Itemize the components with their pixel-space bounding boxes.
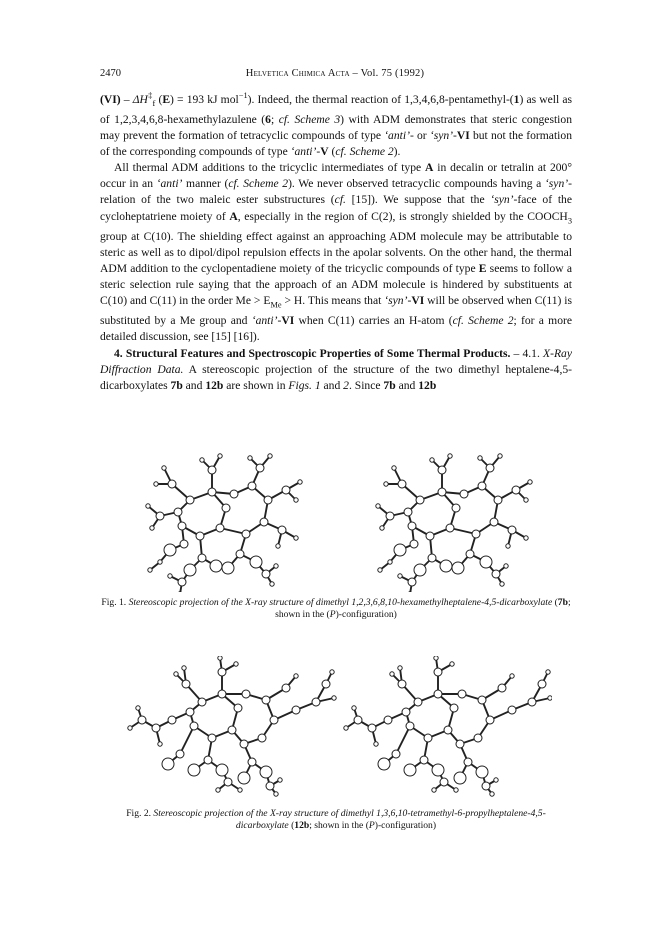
hydrogen-atom: [500, 582, 504, 586]
paragraphs.2-run: and: [395, 378, 419, 392]
oxygen-atom: [184, 564, 196, 576]
oxygen-atom: [260, 766, 272, 778]
running-header: [100, 68, 570, 82]
paragraphs.0-run: ) as well as of 1,2,3,4,6,8-hexamethylazulene (: [100, 92, 573, 127]
oxygen-atom: [404, 764, 416, 776]
paragraphs.2-run: A stereoscopic projection of the structure of the two dimethyl heptalene-4,5-dicarboxylates: [100, 362, 572, 392]
paragraphs.0-run: VI: [456, 129, 470, 143]
paragraphs.1-run: All thermal ADM additions to the tricyclic intermediates of type: [114, 161, 426, 175]
hydrogen-atom: [432, 788, 436, 792]
hydrogen-atom: [430, 458, 434, 462]
paragraphs.0-run: - or: [409, 129, 430, 143]
paragraphs.2-run: . Since: [348, 378, 384, 392]
paragraphs.0-run: f: [152, 99, 156, 109]
hydrogen-atom: [330, 670, 334, 674]
hydrogen-atom: [490, 792, 494, 796]
paragraphs.1-run: cf.: [334, 193, 346, 207]
hydrogen-atom: [546, 670, 550, 674]
paragraphs.2-run: and: [182, 378, 206, 392]
hydrogen-atom: [278, 778, 282, 782]
paragraphs.0-run: (: [328, 145, 336, 159]
hydrogen-atom: [248, 456, 252, 460]
figures.1.caption-run: 12b: [294, 820, 310, 831]
paragraphs.0-run: ). Indeed, the thermal reaction of 1,3,4,6,8-pentamethyl-(: [247, 92, 514, 106]
hydrogen-atom: [448, 454, 452, 458]
oxygen-atom: [216, 764, 228, 776]
hydrogen-atom: [174, 672, 178, 676]
paragraphs.0-run: ‘anti’: [384, 129, 410, 143]
hydrogen-atom: [298, 480, 302, 484]
hydrogen-atom: [352, 706, 356, 710]
hydrogen-atom: [274, 792, 278, 796]
oxygen-atom: [188, 764, 200, 776]
paragraphs.2-run: 7b: [383, 378, 396, 392]
paragraphs.2-run: – 4.1.: [510, 346, 544, 360]
paragraphs.1-run: -: [277, 314, 282, 328]
oxygen-atom: [480, 556, 492, 568]
paragraphs.1-run: [15]). We suppose that the: [345, 193, 491, 207]
hydrogen-atom: [390, 672, 394, 676]
paragraphs.1-run: -relation of the two maleic ester substructures (: [100, 177, 572, 207]
figures.1.caption-run: Stereoscopic projection of the X-ray structure of dimethyl 1,3,6,10-tetramethyl-6-propylheptalene-4,5-dicarboxylate: [153, 808, 546, 831]
paragraphs.1-run: > H. This means that: [281, 294, 385, 308]
hydrogen-atom: [294, 536, 298, 540]
paragraphs.1-run: ). We never observed tetracyclic compounds having a: [288, 177, 545, 191]
figures.1.caption-run: )-configuration): [374, 820, 437, 831]
paragraphs.1-run: will be observed when C(11) is substituted by a Me group and: [100, 294, 572, 328]
hydrogen-atom: [168, 574, 172, 578]
paragraphs.0-run: -: [453, 129, 457, 143]
paragraphs.1-run: -: [407, 294, 412, 308]
oxygen-atom: [440, 560, 452, 572]
paragraphs.0-run: ) with ADM demonstrates that steric congestion may prevent the formation of tetracyclic compounds of type: [100, 113, 572, 143]
figures.1.caption-run: ; shown in the (: [309, 820, 369, 831]
paragraph: [100, 88, 572, 160]
hydrogen-atom: [332, 696, 336, 700]
oxygen-atom: [210, 560, 222, 572]
figures.0.caption-run: )-configuration): [335, 609, 397, 620]
hydrogen-atom: [274, 564, 278, 568]
paragraphs.1-run: ‘anti’: [251, 314, 278, 328]
paragraphs.1-run: seems to follow a steric selection rule saying that the approach of an ADM molecule is hindered by substituents at C(10) and C(11) in the order Me > E: [100, 261, 572, 308]
hydrogen-atom: [276, 544, 280, 548]
hydrogen-atom: [200, 458, 204, 462]
stereo-view-right: [376, 454, 532, 592]
figure-2-stereo-drawing: [120, 656, 552, 798]
figure-1: [120, 452, 552, 592]
figures.0.caption-run: ; shown in the (: [275, 597, 571, 620]
hydrogen-atom: [494, 778, 498, 782]
stereo-view-left: [146, 454, 302, 592]
paragraphs.0-run: (: [155, 92, 163, 106]
paragraph: [100, 160, 572, 345]
hydrogen-atom: [216, 788, 220, 792]
paragraphs.0-run: ‡: [147, 91, 153, 100]
paragraphs.0-run: E: [162, 92, 171, 106]
paragraphs.0-run: ‘syn’: [429, 129, 454, 143]
paragraphs.2-run: Figs. 1: [288, 378, 321, 392]
hydrogen-atom: [388, 560, 392, 564]
hydrogen-atom: [268, 454, 272, 458]
hydrogen-atom: [434, 656, 438, 660]
paragraphs.0-run: –: [120, 92, 133, 106]
paragraphs.1-run: A: [425, 161, 434, 175]
paragraphs.0-run: ;: [270, 113, 279, 127]
paragraphs.2-run: 12b: [205, 378, 224, 392]
journal-title: Helvetica Chimica Acta: [245, 68, 350, 79]
paragraphs.0-run: −1: [238, 91, 248, 100]
paragraphs.1-run: ‘syn’: [384, 294, 408, 308]
hydrogen-atom: [524, 498, 528, 502]
journal-volume: – Vol. 75 (1992): [352, 68, 425, 79]
hydrogen-atom: [506, 544, 510, 548]
paragraphs.2-run: are shown in: [223, 378, 289, 392]
paragraphs.0-run: 6: [265, 113, 271, 127]
figures.0.caption-run: (: [552, 597, 558, 608]
hydrogen-atom: [548, 696, 552, 700]
figures.0.caption-run: P: [329, 609, 336, 620]
oxygen-atom: [162, 758, 174, 770]
oxygen-atom: [222, 562, 234, 574]
paragraphs.2-run: 7b: [170, 378, 183, 392]
figures.0.caption-run: Fig. 1.: [101, 597, 129, 608]
paragraphs.1-run: in decalin or tetralin at 200° occur in an: [100, 161, 572, 191]
paragraphs.0-run: (VI): [100, 92, 121, 106]
paragraphs.0-run: -: [316, 145, 321, 159]
hydrogen-atom: [528, 480, 532, 484]
paragraphs.2-run: and: [320, 378, 344, 392]
oxygen-atom: [238, 772, 250, 784]
hydrogen-atom: [294, 498, 298, 502]
hydrogen-atom: [384, 482, 388, 486]
figure-1-caption: [100, 597, 572, 621]
paragraphs.2-run: 12b: [418, 378, 437, 392]
hydrogen-atom: [376, 504, 380, 508]
paragraphs.1-run: manner (: [182, 177, 229, 191]
figure-1-stereo-drawing: [120, 452, 552, 592]
hydrogen-atom: [398, 666, 402, 670]
paragraphs.1-run: VI: [411, 294, 425, 308]
paragraphs.1-run: VI: [281, 314, 295, 328]
hydrogen-atom: [378, 568, 382, 572]
hydrogen-atom: [510, 674, 514, 678]
hydrogen-atom: [294, 674, 298, 678]
hydrogen-atom: [158, 560, 162, 564]
hydrogen-atom: [128, 726, 132, 730]
oxygen-atom: [378, 758, 390, 770]
stereo-view-right: [344, 656, 552, 796]
hydrogen-atom: [498, 454, 502, 458]
hydrogen-atom: [154, 482, 158, 486]
figures.1.caption-run: P: [368, 820, 375, 831]
paragraphs.0-run: ‘anti’: [290, 145, 317, 159]
journal-line: [100, 68, 570, 79]
oxygen-atom: [164, 544, 176, 556]
paragraphs.1-run: A: [229, 209, 238, 223]
paragraphs.0-run: cf. Scheme 2: [335, 145, 394, 159]
oxygen-atom: [250, 556, 262, 568]
paragraphs.1-run: cf. Scheme 2: [452, 314, 514, 328]
hydrogen-atom: [450, 662, 454, 666]
hydrogen-atom: [454, 788, 458, 792]
oxygen-atom: [454, 772, 466, 784]
hydrogen-atom: [136, 706, 140, 710]
paragraphs.2-run: 2: [343, 378, 349, 392]
hydrogen-atom: [162, 466, 166, 470]
paragraphs.1-run: when C(11) carries an H-atom (: [294, 314, 453, 328]
hydrogen-atom: [238, 788, 242, 792]
hydrogen-atom: [148, 568, 152, 572]
body-text: [100, 88, 572, 394]
hydrogen-atom: [392, 466, 396, 470]
paragraphs.1-run: , especially in the region of C(2), is strongly shielded by the COOCH: [237, 209, 568, 223]
bond: [396, 726, 410, 754]
hydrogen-atom: [182, 666, 186, 670]
hydrogen-atom: [398, 574, 402, 578]
oxygen-atom: [476, 766, 488, 778]
paragraphs.1-run: -face of the cycloheptatriene moiety of: [100, 193, 573, 223]
figure-2-caption: [100, 808, 572, 832]
hydrogen-atom: [478, 456, 482, 460]
paragraphs.1-run: ‘anti’: [156, 177, 183, 191]
hydrogen-atom: [158, 742, 162, 746]
paragraphs.1-run: ; for a more detailed discussion, see [15] [16]).: [100, 314, 572, 344]
hydrogen-atom: [234, 662, 238, 666]
paragraphs.0-run: ) = 193 kJ mol: [170, 92, 239, 106]
paragraph: [100, 346, 572, 394]
paragraphs.2-run: 4. Structural Features and Spectroscopic Properties of Some Thermal Products.: [114, 346, 511, 360]
paragraphs.0-run: ΔH: [132, 92, 148, 106]
paragraphs.0-run: but not the formation of the corresponding compounds of type: [100, 129, 572, 159]
paragraphs.1-run: Me: [270, 300, 282, 310]
page-number: 2470: [100, 68, 121, 79]
paragraphs.1-run: ‘syn’: [490, 193, 514, 207]
paragraphs.1-run: 3: [567, 215, 572, 225]
paragraphs.1-run: E: [478, 261, 487, 275]
figures.0.caption-run: 7b: [557, 597, 568, 608]
paragraphs.0-run: ).: [393, 145, 401, 159]
oxygen-atom: [432, 764, 444, 776]
hydrogen-atom: [344, 726, 348, 730]
paragraphs.1-run: ‘syn’: [544, 177, 569, 191]
hydrogen-atom: [218, 656, 222, 660]
hydrogen-atom: [146, 504, 150, 508]
paragraphs.0-run: V: [320, 145, 329, 159]
hydrogen-atom: [374, 742, 378, 746]
oxygen-atom: [452, 562, 464, 574]
figure-2: [120, 656, 552, 798]
stereo-view-left: [128, 656, 336, 796]
paragraphs.1-run: cf. Scheme 2: [228, 177, 289, 191]
oxygen-atom: [394, 544, 406, 556]
figures.1.caption-run: Fig. 2.: [126, 808, 154, 819]
hydrogen-atom: [504, 564, 508, 568]
hydrogen-atom: [150, 526, 154, 530]
paragraphs.0-run: 1: [513, 92, 520, 106]
oxygen-atom: [414, 564, 426, 576]
figures.0.caption-run: Stereoscopic projection of the X-ray structure of dimethyl 1,2,3,6,8,10-hexamethylheptalene-4,5-dicarboxylate: [128, 597, 553, 608]
paragraphs.2-run: X-Ray Diffraction Data.: [100, 346, 572, 376]
hydrogen-atom: [218, 454, 222, 458]
figures.1.caption-run: (: [288, 820, 295, 831]
bond: [180, 726, 194, 754]
hydrogen-atom: [380, 526, 384, 530]
hydrogen-atom: [524, 536, 528, 540]
hydrogen-atom: [270, 582, 274, 586]
paragraphs.0-run: cf. Scheme 3: [278, 113, 341, 127]
paragraphs.1-run: group at C(10). The shielding effect against an approaching ADM molecule may be attributable to steric as well as to dipol/dipol repulsion effects in the apolar solvents. On the other hand, the thermal ADM addition to the cyclopentadiene moiety of the tricyclic compounds of type: [100, 229, 572, 275]
